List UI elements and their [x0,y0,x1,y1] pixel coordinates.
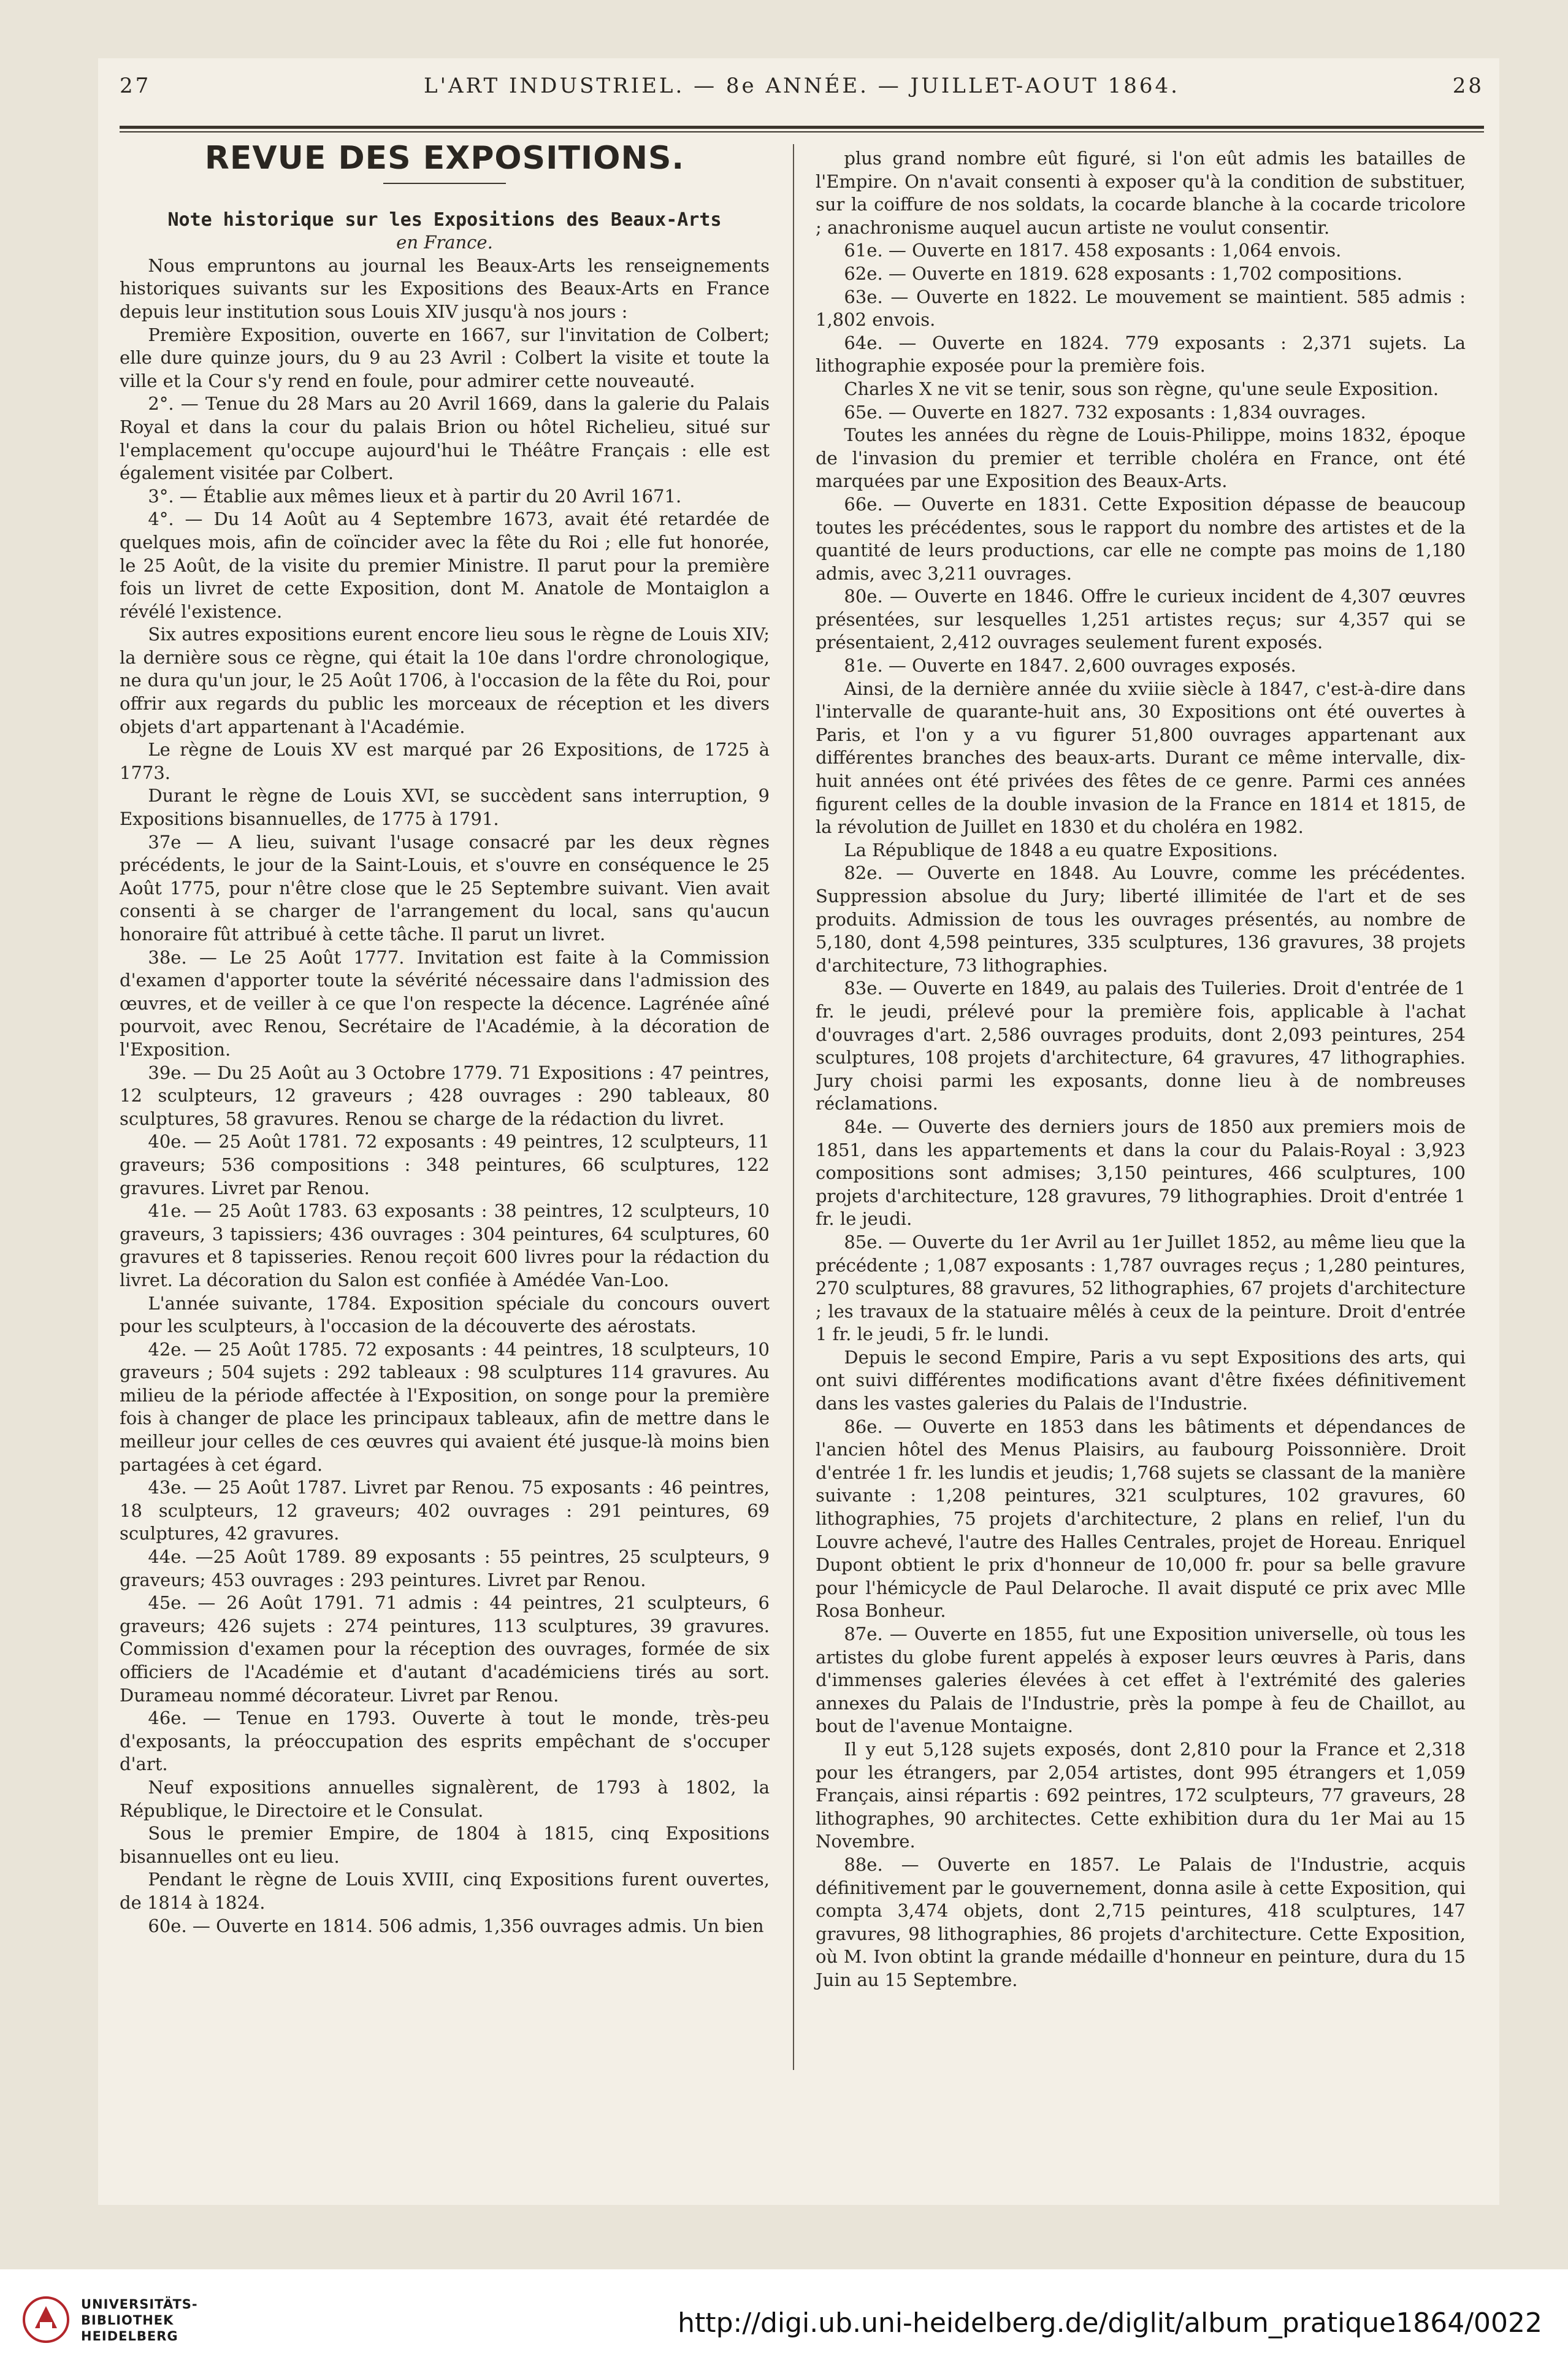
paragraph: Toutes les années du règne de Louis-Philippe, moins 1832, époque de l'invasion du premier et terrible choléra en France, ont été marquées par une Exposition des Beaux-Arts. [816,424,1466,492]
running-head [120,74,1484,110]
paragraph: Sous le premier Empire, de 1804 à 1815, cinq Expositions bisannuelles ont eu lieu. [120,1823,770,1867]
paragraph: 38e. — Le 25 Août 1777. Invitation est faite à la Commission d'examen d'apporter toute la sévérité nécessaire dans l'admission des œuvres, et de veiller à ce que l'on respecte la décence. Lagrénée aîné pourvoit, avec Renou, Secrétaire de l'Académie, à la décoration de l'Exposition. [120,946,770,1060]
library-logo-icon [21,2295,71,2344]
column-rule [793,144,794,2070]
left-paragraphs [120,255,770,1938]
paragraph: 65e. — Ouverte en 1827. 732 exposants : 1,834 ouvrages. [844,401,1366,423]
paragraph: 81e. — Ouverte en 1847. 2,600 ouvrages exposés. [844,655,1296,677]
paragraph: 46e. — Tenue en 1793. Ouverte à tout le monde, très-peu d'exposants, la préoccupation des esprits empêchant de s'occuper d'art. [120,1708,770,1775]
paragraph: 45e. — 26 Août 1791. 71 admis : 44 peintres, 21 sculpteurs, 6 graveurs; 426 sujets : 274 peintures, 113 sculptures, 39 gravures. Commission d'examen pour la réception des ouvrages, formée de six officiers de l'Académie et d'autant d'académiciens tirés au sort. Durameau nommé décorateur. Livret par Renou. [120,1592,770,1706]
paragraph: 62e. — Ouverte en 1819. 628 exposants : 1,702 compositions. [844,263,1402,284]
article-subtitle-line2: en France. [396,232,493,253]
paragraph: 63e. — Ouverte en 1822. Le mouvement se maintient. 585 admis : 1,802 envois. [816,286,1466,331]
library-name-line2: BIBLIOTHEK [81,2313,174,2328]
paragraph: 83e. — Ouverte en 1849, au palais des Tuileries. Droit d'entrée de 1 fr. le jeudi, prélevé pour la première fois, applicable à l'achat d'ouvrages d'art. 2,586 ouvrages produits, dont 2,093 peintures, 254 sculptures, 108 projets d'architecture, 64 gravures, 47 lithographies. Jury choisi parmi les exposants, donne lieu à de nombreuses réclamations. [816,978,1466,1114]
article-title: REVUE DES EXPOSITIONS. [204,140,685,177]
paragraph: 80e. — Ouverte en 1846. Offre le curieux incident de 4,307 œuvres présentées, sur lesquelles 1,251 artistes reçus; sur 4,357 qui se présentaient, 2,412 ouvrages seulement furent exposés. [816,586,1466,653]
paragraph: 37e — A lieu, suivant l'usage consacré par les deux règnes précédents, le jour de la Saint-Louis, et s'ouvre en conséquence le 25 Août 1775, pour n'être close que le 25 Septembre suivant. Vien avait consenti à se charger de l'arrangement du local, sans qu'aucun honoraire fût attribué à cette tâche. Il parut un livret. [120,831,770,945]
paragraph: 39e. — Du 25 Août au 3 Octobre 1779. 71 Expositions : 47 peintres, 12 sculpteurs, 12 graveurs ; 428 ouvrages : 290 tableaux, 80 sculptures, 58 gravures. Renou se charge de la rédaction du livret. [120,1062,770,1129]
paragraph: 84e. — Ouverte des derniers jours de 1850 aux premiers mois de 1851, dans les appartements et dans la cour du Palais-Royal : 3,923 compositions sont admises; 3,150 peintures, 466 sculptures, 100 projets d'architecture, 128 gravures, 79 lithographies. Droit d'entrée 1 fr. le jeudi. [816,1116,1466,1230]
paragraph: 42e. — 25 Août 1785. 72 exposants : 44 peintres, 18 sculpteurs, 10 graveurs ; 504 sujets : 292 tableaux : 98 sculptures 114 gravures. Au milieu de la période affectée à l'Exposition, on songe pour la première fois à changer de place les principaux tableaux, afin de mettre dans le meilleur jour celles de ces œuvres qui avaient été jusque-là moins bien partagées à cet égard. [120,1338,770,1475]
page-number-right: 28 [1452,74,1484,98]
paragraph: 82e. — Ouverte en 1848. Au Louvre, comme les précédentes. Suppression absolue du Jury; liberté illimitée de l'art et de ses produits. Admission de tous les ouvrages présentés, au nombre de 5,180, dont 4,598 peintures, 335 sculptures, 136 gravures, 38 projets d'architecture, 73 lithographies. [816,862,1466,976]
paragraph: 3°. — Établie aux mêmes lieux et à partir du 20 Avril 1671. [148,485,682,507]
right-column [816,147,1466,1992]
journal-header-title: L'ART INDUSTRIEL. — 8e ANNÉE. — JUILLET-AOUT 1864. [424,74,1180,98]
library-footer [0,2269,1568,2373]
library-name-line3: HEIDELBERG [81,2329,178,2344]
paragraph: Première Exposition, ouverte en 1667, sur l'invitation de Colbert; elle dure quinze jours, du 9 au 23 Avril : Colbert la visite et toute la ville et la Cour s'y rend en foule, pour admirer cette nouveauté. [120,324,770,391]
paragraph: 61e. — Ouverte en 1817. 458 exposants : 1,064 envois. [844,240,1342,261]
paragraph: Nous empruntons au journal les Beaux-Arts les renseignements historiques suivants sur les Expositions des Beaux-Arts en France depuis leur institution sous Louis XIV jusqu'à nos jours : [120,255,770,322]
article-subtitle: Note historique sur les Expositions des Beaux-Arts [167,209,722,231]
paragraph: 40e. — 25 Août 1781. 72 exposants : 49 peintres, 12 sculpteurs, 11 graveurs; 536 compositions : 348 peintures, 66 sculptures, 122 gravures. Livret par Renou. [120,1131,770,1198]
paragraph: Le règne de Louis XV est marqué par 26 Expositions, de 1725 à 1773. [120,739,770,783]
paragraph: 41e. — 25 Août 1783. 63 exposants : 38 peintres, 12 sculpteurs, 10 graveurs, 3 tapissiers; 436 ouvrages : 304 peintures, 64 sculptures, 60 gravures et 8 tapisseries. Renou reçoit 600 livres pour la rédaction du livret. La décoration du Salon est confiée à Amédée Van-Loo. [120,1200,770,1290]
header-double-rule [120,126,1484,132]
paragraph: 2°. — Tenue du 28 Mars au 20 Avril 1669, dans la galerie du Palais Royal et dans la cour du palais Brion ou hôtel Richelieu, situé sur l'emplacement qu'occupe aujourd'hui le Théâtre Français : elle est également visitée par Colbert. [120,393,770,484]
paragraph: 43e. — 25 Août 1787. Livret par Renou. 75 exposants : 46 peintres, 18 sculpteurs, 12 graveurs; 402 ouvrages : 291 peintures, 69 sculptures, 42 gravures. [120,1477,770,1544]
paragraph: Six autres expositions eurent encore lieu sous le règne de Louis XIV; la dernière sous ce règne, qui était la 10e dans l'ordre chronologique, ne dura qu'un jour, le 25 Août 1706, à l'occasion de la fête du Roi, pour offrir aux regards du public les morceaux de réception et les divers objets d'art appartenant à l'Académie. [120,624,770,737]
paragraph: 87e. — Ouverte en 1855, fut une Exposition universelle, où tous les artistes du globe furent appelés à exposer leurs œuvres à Paris, dans d'immenses galeries élevées à cet effet à l'extrémité des galeries annexes du Palais de l'Industrie, près la pompe à feu de Chaillot, au bout de l'avenue Montaigne. [816,1624,1466,1737]
right-paragraphs [816,147,1466,1992]
paragraph: Il y eut 5,128 sujets exposés, dont 2,810 pour la France et 2,318 pour les étrangers, par 2,054 artistes, dont 995 étrangers et 1,059 Français, ainsi répartis : 692 peintres, 172 sculpteurs, 77 graveurs, 28 lithographes, 90 architectes. Cette exhibition dura du 1er Mai au 15 Novembre. [816,1738,1466,1852]
paragraph: Ainsi, de la dernière année du xviiie siècle à 1847, c'est-à-dire dans l'intervalle de quarante-huit ans, 30 Expositions ont été ouvertes à Paris, et l'on y a vu figurer 51,800 ouvrages appartenant aux différentes branches des beaux-arts. Durant ce même intervalle, dix-huit années ont été privées des fêtes de ce genre. Parmi ces années figurent celles de la double invasion de la France en 1814 et 1815, de la révolution de Juillet en 1830 et du choléra en 1982. [816,678,1466,838]
paragraph: 4°. — Du 14 Août au 4 Septembre 1673, avait été retardée de quelques mois, afin de coïncider avec la fête du Roi ; elle fut honorée, le 25 Août, de la visite du premier Ministre. Il parut pour la première fois un livret de cette Exposition, dont M. Anatole de Montaiglon a révélé l'existence. [120,508,770,622]
paragraph: 66e. — Ouverte en 1831. Cette Exposition dépasse de beaucoup toutes les précédentes, sous le rapport du nombre des artistes et de la quantité de leurs productions, car elle ne compte pas moins de 1,180 admis, avec 3,211 ouvrages. [816,493,1466,584]
paragraph: 85e. — Ouverte du 1er Avril au 1er Juillet 1852, au même lieu que la précédente ; 1,087 exposants : 1,787 ouvrages reçus ; 1,280 peintures, 270 sculptures, 88 gravures, 52 lithographies, 67 projets d'architecture ; les travaux de la statuaire mêlés à ceux de la peinture. Droit d'entrée 1 fr. le jeudi, 5 fr. le lundi. [816,1231,1466,1345]
paragraph: Charles X ne vit se tenir, sous son règne, qu'une seule Exposition. [844,378,1439,399]
paragraph: 60e. — Ouverte en 1814. 506 admis, 1,356 ouvrages admis. Un bien [148,1915,764,1936]
library-name-line1: UNIVERSITÄTS- [81,2297,198,2312]
paragraph: 44e. —25 Août 1789. 89 exposants : 55 peintres, 25 sculpteurs, 9 graveurs; 453 ouvrages : 293 peintures. Livret par Renou. [120,1546,770,1590]
paragraph: Pendant le règne de Louis XVIII, cinq Expositions furent ouvertes, de 1814 à 1824. [120,1869,770,1913]
paragraph: Neuf expositions annuelles signalèrent, de 1793 à 1802, la République, le Directoire et le Consulat. [120,1776,770,1821]
paragraph: 88e. — Ouverte en 1857. Le Palais de l'Industrie, acquis définitivement par le gouvernement, donna asile à cette Exposition, qui compta 3,474 objets, dont 2,715 peintures, 418 sculptures, 147 gravures, 98 lithographies, 86 projets d'architecture. Cette Exposition, où M. Ivon obtint la grande médaille d'honneur en peinture, dura du 15 Juin au 15 Septembre. [816,1854,1466,1990]
paragraph: L'année suivante, 1784. Exposition spéciale du concours ouvert pour les sculpteurs, à l'occasion de la découverte des aérostats. [120,1292,770,1337]
paragraph: Durant le règne de Louis XVI, se succèdent sans interruption, 9 Expositions bisannuelles, de 1775 à 1791. [120,785,770,830]
permalink-url[interactable]: http://digi.ub.uni-heidelberg.de/diglit/album_pratique1864/0022 [678,2307,1542,2339]
library-name [81,2296,198,2344]
title-rule [383,183,506,184]
paragraph: plus grand nombre eût figuré, si l'on eût admis les batailles de l'Empire. On n'avait consenti à exposer qu'à la condition de substituer, sur la coiffure de nos soldats, la cocarde blanche à la cocarde tricolore ; anachronisme auquel aucun artiste ne voulut consentir. [816,148,1466,238]
page-number-left: 27 [120,74,151,98]
paragraph: Depuis le second Empire, Paris a vu sept Expositions des arts, qui ont suivi différentes modifications avant d'être fixées définitivement dans les vastes galeries du Palais de l'Industrie. [816,1346,1466,1414]
paragraph: 64e. — Ouverte en 1824. 779 exposants : 2,371 sujets. La lithographie exposée pour la première fois. [816,332,1466,377]
paragraph: 86e. — Ouverte en 1853 dans les bâtiments et dépendances de l'ancien hôtel des Menus Plaisirs, au faubourg Poissonnière. Droit d'entrée 1 fr. les lundis et jeudis; 1,768 sujets se classant de la manière suivante : 1,208 peintures, 321 sculptures, 102 gravures, 60 lithographies, 75 projets d'architecture, 2 plans en relief, l'un du Louvre achevé, l'autre des Halles Centrales, projet de Horeau. Enriquel Dupont obtient le prix d'honneur de 10,000 fr. pour sa belle gravure pour l'hémicycle de Paul Delaroche. Il avait disputé ce prix avec Mlle Rosa Bonheur. [816,1416,1466,1622]
paragraph: La République de 1848 a eu quatre Expositions. [844,839,1278,861]
left-column [120,140,770,1938]
